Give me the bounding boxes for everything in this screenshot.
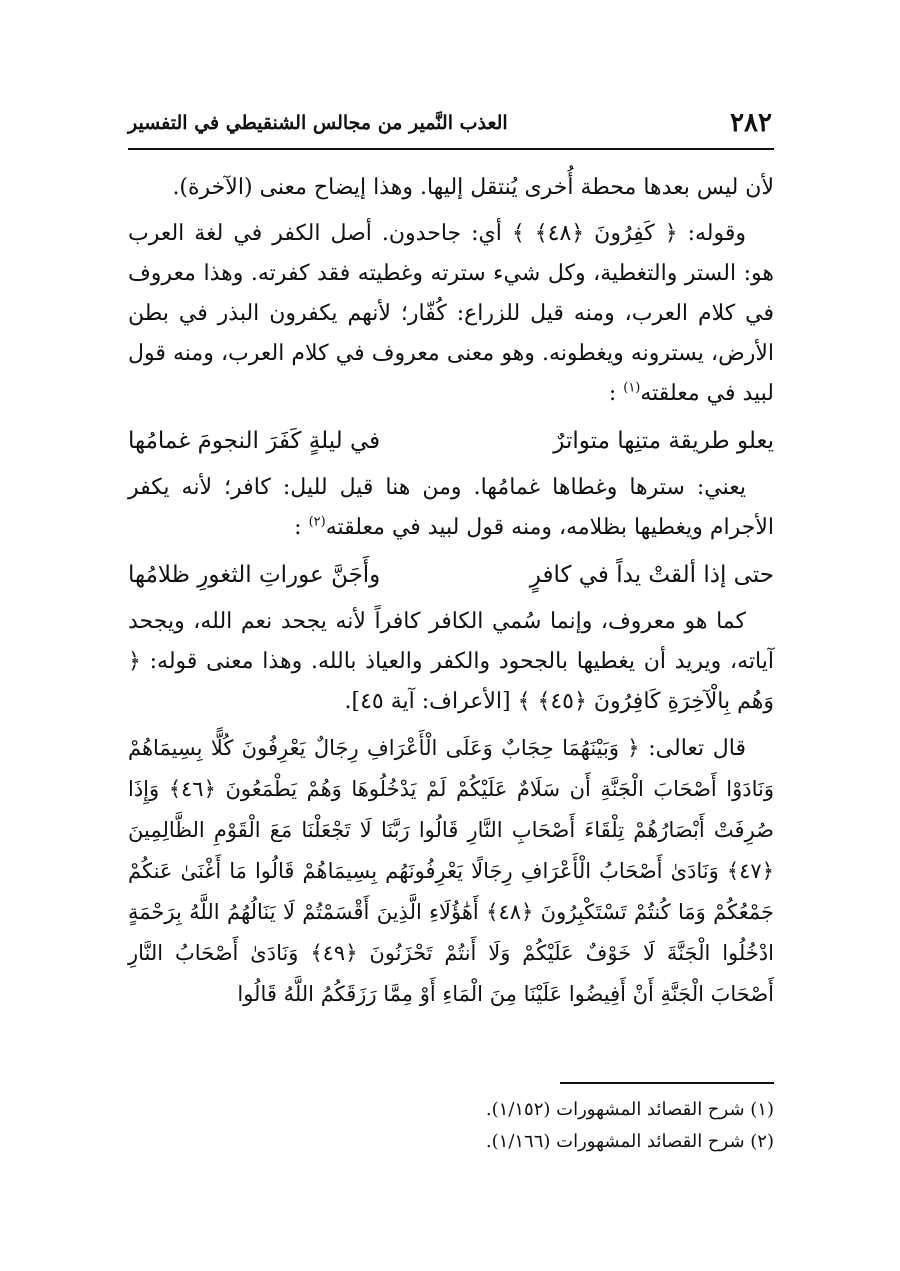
footnote-1: (١) شرح القصائد المشهورات (١/١٥٢). (485, 1099, 774, 1120)
page-number: ٢٨٢ (730, 108, 772, 138)
page-header (128, 108, 772, 144)
footnote-ref-1: (١) (623, 380, 641, 396)
paragraph-2 (128, 214, 774, 414)
poem-verse-2 (128, 552, 774, 598)
header-divider (128, 148, 774, 150)
quran-passage: ﴿ وَبَيْنَهُمَا حِجَابٌ وَعَلَى الْأَعْرَافِ رِجَالٌ يَعْرِفُونَ كُلًّا بِسِيمَاهُمْ وَنَادَوْا أَصْحَابَ الْجَنَّةِ أَن سَلَامٌ عَلَيْكُمْ لَمْ يَدْخُلُوهَا وَهُمْ يَطْمَعُونَ ﴿٤٦﴾ وَإِذَا صُرِفَتْ أَبْصَارُهُمْ تِلْقَاءَ أَصْحَابِ النَّارِ قَالُوا رَبَّنَا لَا تَجْعَلْنَا مَعَ الْقَوْمِ الظَّالِمِينَ ﴿٤٧﴾ وَنَادَىٰ أَصْحَابُ الْأَعْرَافِ رِجَالًا يَعْرِفُونَهُم بِسِيمَاهُمْ قَالُوا مَا أَغْنَىٰ عَنكُمْ جَمْعُكُمْ وَمَا كُنتُمْ تَسْتَكْبِرُونَ ﴿٤٨﴾ أَهَٰؤُلَاءِ الَّذِينَ أَقْسَمْتُمْ لَا يَنَالُهُمُ اللَّهُ بِرَحْمَةٍ ادْخُلُوا الْجَنَّةَ لَا خَوْفٌ عَلَيْكُمْ وَلَا أَنتُمْ تَحْزَنُونَ ﴿٤٩﴾ وَنَادَىٰ أَصْحَابُ النَّارِ أَصْحَابَ الْجَنَّةِ أَنْ أَفِيضُوا عَلَيْنَا مِنَ الْمَاءِ أَوْ مِمَّا رَزَقَكُمُ اللَّهُ قَالُوا (128, 736, 774, 1006)
paragraph-1: لأن ليس بعدها محطة أُخرى يُنتقل إليها. وهذا إيضاح معنى (الآخرة). (172, 175, 774, 200)
running-title: العذب النَّمير من مجالس الشنقيطي في التفسير (128, 112, 508, 134)
verse-2-second-hemistich: وأَجَنَّ عوراتِ الثغورِ ظلامُها (128, 562, 381, 588)
footnote-divider (560, 1082, 774, 1084)
verse-1-first-hemistich: يعلو طريقة متنِها متواترٌ (553, 428, 774, 454)
paragraph-2-text: وقوله: ﴿ كَفِرُونَ ﴿٤٨﴾ ﴾ أي: جاحدون. أصل الكفر في لغة العرب هو: الستر والتغطية، وكل شيء سترته وغطيته فقد كفرته. وهذا معروف في كلام العرب، ومنه قيل للزراع: كُفّار؛ لأنهم يكفرون البذر في بطن الأرض، يسترونه ويغطونه. وهو معنى معروف في كلام العرب، ومنه قول لبيد في معلقته (128, 221, 774, 406)
paragraph-3-text: يعني: سترها وغطاها غمامُها. ومن هنا قيل لليل: كافر؛ لأنه يكفر الأجرام ويغطيها بظلامه، ومنه قول لبيد في معلقته (128, 475, 774, 540)
paragraph-5-intro: قال تعالى: (648, 736, 746, 761)
paragraph-3-end: : (294, 515, 302, 540)
paragraph-5 (128, 728, 774, 1015)
paragraph-4: كما هو معروف، وإنما سُمي الكافر كافراً لأنه يجحد نعم الله، ويجحد آياته، ويريد أن يغطيها بالجحود والكفر والعياذ بالله. وهذا معنى قوله: ﴿ وَهُم بِالْآخِرَةِ كَافِرُونَ ﴿٤٥﴾ ﴾ [الأعراف: آية ٤٥]. (128, 609, 775, 714)
footnotes (128, 1094, 774, 1158)
main-text (128, 168, 774, 1015)
footnote-ref-2: (٢) (308, 514, 326, 530)
verse-2-first-hemistich: حتى إذا ألقتْ يداً في كافرٍ (529, 562, 774, 588)
footnote-2: (٢) شرح القصائد المشهورات (١/١٦٦). (485, 1131, 774, 1152)
verse-1-second-hemistich: في ليلةٍ كَفَرَ النجومَ غمامُها (128, 428, 381, 454)
paragraph-3 (128, 468, 774, 548)
paragraph-2-end: : (608, 381, 617, 406)
poem-verse-1 (128, 418, 774, 464)
